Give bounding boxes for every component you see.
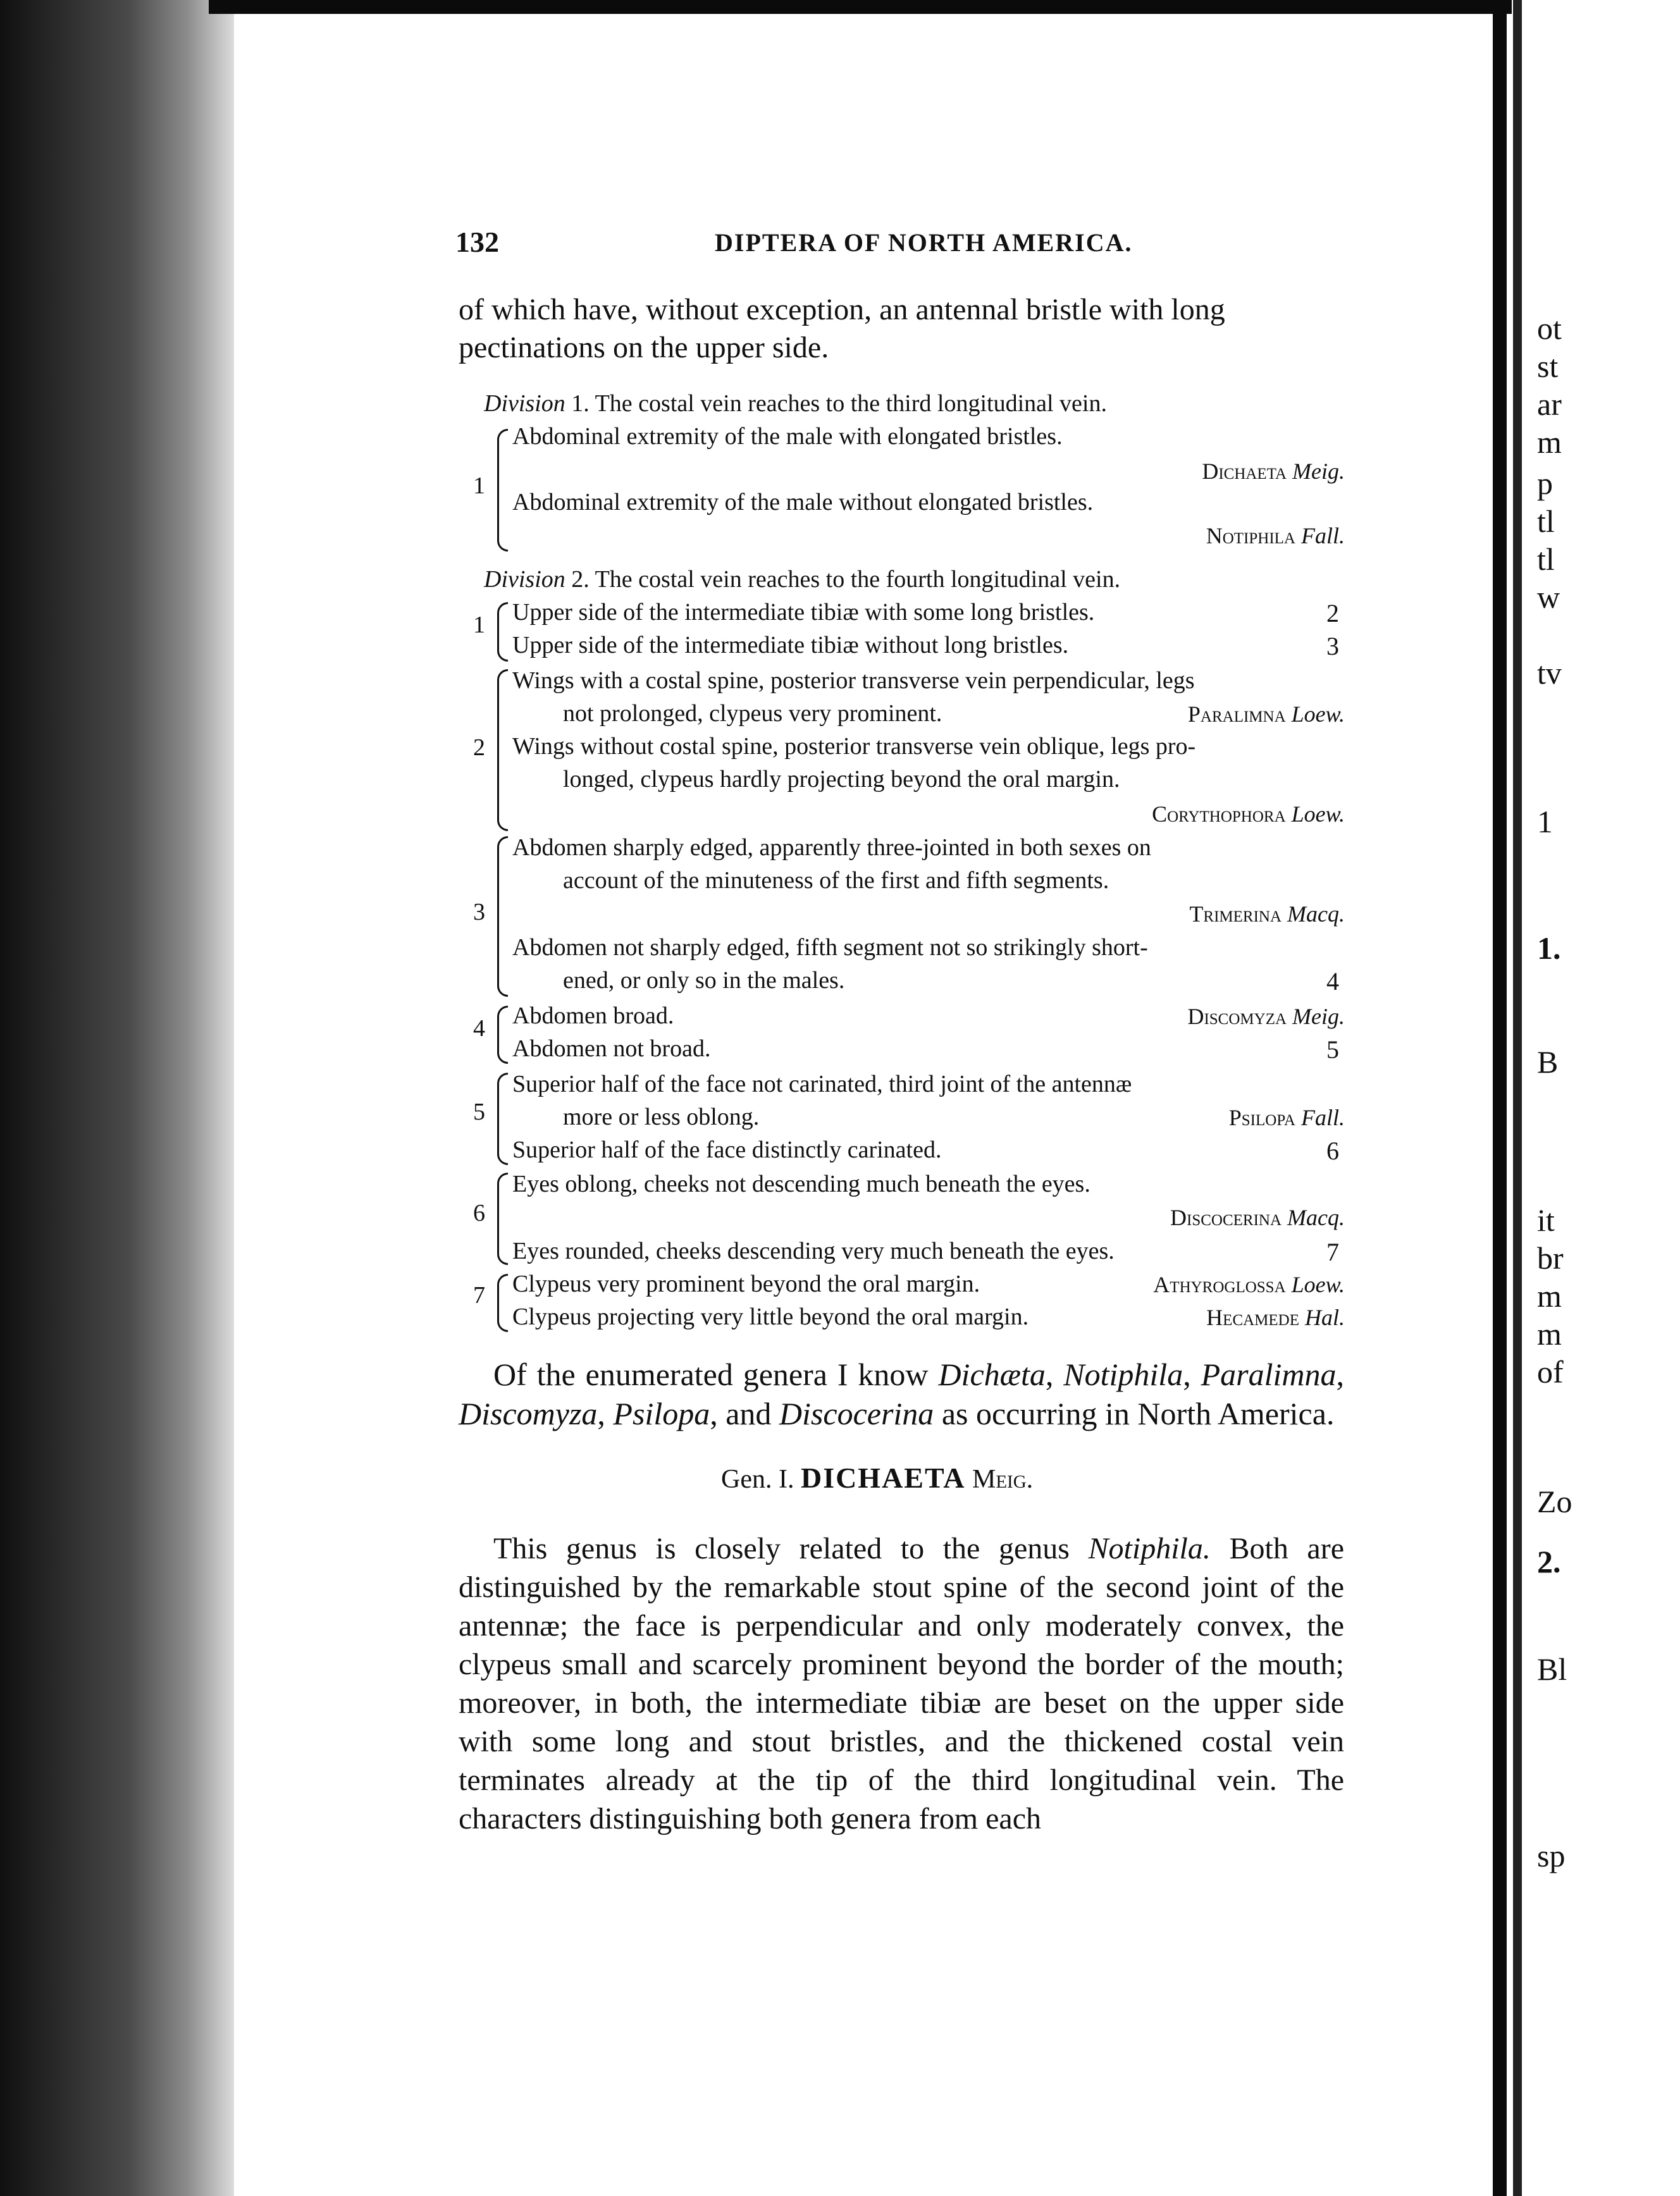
genus-heading: Gen. I. DICHAETA Meig.: [721, 1462, 1034, 1494]
key-lead: longed, clypeus hardly projecting beyond the oral margin.: [563, 766, 1120, 793]
adjacent-fragment: 1.: [1537, 930, 1561, 966]
adjacent-fragment: 2.: [1537, 1544, 1561, 1579]
key-lead: not prolonged, clypeus very prominent.: [563, 700, 942, 727]
couplet-brace: [497, 1274, 508, 1332]
book-spine-shadow: [0, 0, 234, 2196]
lead-number: 3: [1326, 632, 1339, 660]
adjacent-fragment: tl: [1537, 503, 1555, 539]
key-lead: Abdominal extremity of the male without elongated bristles.: [512, 489, 1094, 515]
couplet-number: 1: [473, 472, 485, 499]
couplet-number: 7: [473, 1282, 485, 1309]
adjacent-fragment: Zo: [1537, 1484, 1572, 1519]
key-lead: Wings with a costal spine, posterior transverse vein perpendicular, legs: [512, 667, 1195, 694]
division-1-title: Division 1. The costal vein reaches to the third longitudinal vein.: [484, 390, 1107, 417]
couplet-number: 5: [473, 1099, 485, 1125]
page-gutter: [1493, 0, 1507, 2196]
adjacent-fragment: ot: [1537, 311, 1562, 346]
genus-name: Hecamede Hal.: [1206, 1305, 1345, 1330]
key-lead: Clypeus projecting very little beyond the oral margin.: [512, 1304, 1029, 1330]
key-lead: Abdomen broad.: [512, 1002, 674, 1029]
couplet-number: 4: [473, 1015, 485, 1042]
adjacent-fragment: w: [1537, 579, 1560, 615]
couplet-brace: [497, 1073, 508, 1165]
couplet-number: 6: [473, 1200, 485, 1226]
key-lead: Superior half of the face not carinated, third joint of the antennæ: [512, 1071, 1132, 1097]
genus-name: Discocerina Macq.: [1170, 1205, 1345, 1230]
genus-name: Corythophora Loew.: [1152, 801, 1345, 827]
intro-line: of which have, without exception, an antennal bristle with long: [459, 293, 1225, 326]
adjacent-fragment: of: [1537, 1354, 1564, 1390]
adjacent-fragment: 1: [1537, 804, 1553, 839]
adjacent-fragment: m: [1537, 1278, 1562, 1314]
key-lead: Superior half of the face distinctly carinated.: [512, 1137, 942, 1163]
lead-number: 7: [1326, 1238, 1339, 1266]
key-lead: Abdomen not sharply edged, fifth segment not so strikingly short-: [512, 934, 1148, 961]
adjacent-fragment: m: [1537, 424, 1562, 460]
key-lead: Upper side of the intermediate tibiæ without long bristles.: [512, 632, 1069, 658]
lead-number: 5: [1326, 1035, 1339, 1064]
key-lead: Abdominal extremity of the male with elongated bristles.: [512, 423, 1063, 450]
couplet-number: 1: [473, 612, 485, 638]
couplet-brace: [497, 429, 508, 552]
lead-number: 2: [1326, 599, 1339, 627]
key-lead: Upper side of the intermediate tibiæ with some long bristles.: [512, 599, 1095, 626]
adjacent-fragment: br: [1537, 1240, 1564, 1276]
couplet-brace: [497, 669, 508, 831]
adjacent-fragment: p: [1537, 466, 1553, 501]
key-lead: Clypeus very prominent beyond the oral margin.: [512, 1271, 980, 1297]
page-header: [455, 225, 1347, 263]
division-2-title: Division 2. The costal vein reaches to the fourth longitudinal vein.: [484, 566, 1121, 593]
adjacent-fragment: tl: [1537, 541, 1555, 577]
genus-name: Paralimna Loew.: [1187, 701, 1345, 727]
couplet-number: 2: [473, 734, 485, 761]
key-lead: Abdomen not broad.: [512, 1035, 711, 1062]
genus-name: Trimerina Macq.: [1189, 901, 1345, 927]
adjacent-fragment: it: [1537, 1202, 1555, 1238]
page-gutter-shadow: [1513, 0, 1522, 2196]
adjacent-fragment: B: [1537, 1044, 1559, 1080]
genus-name: Dichaeta Meig.: [1202, 459, 1345, 484]
genus-name: Psilopa Fall.: [1228, 1105, 1345, 1130]
adjacent-fragment: m: [1537, 1316, 1562, 1352]
adjacent-fragment: Bl: [1537, 1651, 1567, 1687]
running-title: DIPTERA OF NORTH AMERICA.: [715, 228, 1133, 257]
couplet-brace: [497, 1006, 508, 1064]
adjacent-fragment: tv: [1537, 655, 1562, 691]
key-lead: Eyes oblong, cheeks not descending much beneath the eyes.: [512, 1171, 1090, 1197]
key-lead: Wings without costal spine, posterior transverse vein oblique, legs pro-: [512, 733, 1196, 760]
key-lead: ened, or only so in the males.: [563, 967, 845, 994]
page-number: 132: [455, 226, 499, 258]
key-lead: account of the minuteness of the first and fifth segments.: [563, 867, 1109, 894]
key-lead: more or less oblong.: [563, 1104, 760, 1130]
couplet-brace: [497, 602, 508, 662]
adjacent-fragment: ar: [1537, 386, 1562, 422]
body-paragraph: This genus is closely related to the genus Notiphila. Both are distinguished by the remarkable stout spine of the second joint of the antennæ; the face is perpendicular and only moderately convex, the clypeus small and scarcely prominent beyond the border of the mouth; moreover, in both, the intermediate tibiæ are beset on the upper side with some long and stout bristles, and the thickened costal vein terminates already at the tip of the third longitudinal vein. The characters distinguishing both genera from each: [459, 1532, 1344, 1835]
intro-paragraph: [459, 291, 1344, 367]
couplet-brace: [497, 1173, 508, 1265]
key-lead: Abdomen sharply edged, apparently three-jointed in both sexes on: [512, 834, 1151, 861]
couplet-number: 3: [473, 899, 485, 925]
lead-number: 6: [1326, 1137, 1339, 1165]
lead-number: 4: [1326, 967, 1339, 996]
adjacent-page-edge: [1522, 0, 1680, 2196]
couplet-brace: [497, 836, 508, 997]
genus-name: Athyroglossa Loew.: [1153, 1272, 1345, 1297]
intro-line: pectinations on the upper side.: [459, 331, 829, 364]
genus-name: Discomyza Meig.: [1187, 1004, 1345, 1029]
adjacent-fragment: sp: [1537, 1838, 1566, 1873]
adjacent-fragment: st: [1537, 349, 1559, 384]
summary-paragraph: Of the enumerated genera I know Dichæta, Notiphila, Paralimna, Discomyza, Psilopa, and Discocerina as occurring in North America.: [459, 1357, 1345, 1431]
scan-top-edge: [209, 0, 1512, 14]
genus-name: Notiphila Fall.: [1206, 523, 1345, 548]
key-lead: Eyes rounded, cheeks descending very much beneath the eyes.: [512, 1238, 1115, 1264]
